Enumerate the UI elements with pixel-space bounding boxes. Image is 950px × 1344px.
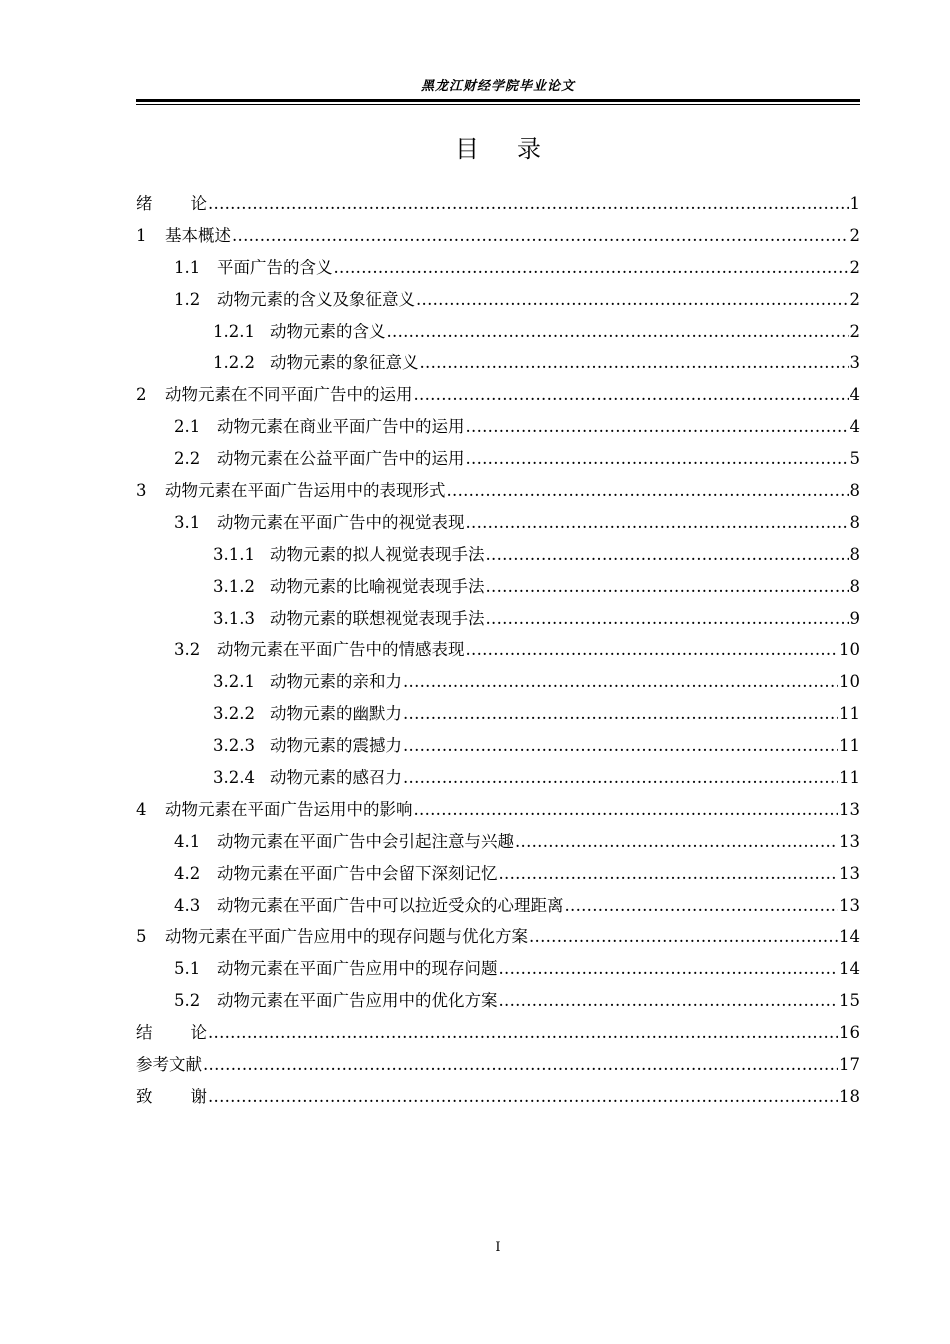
toc-entry-title: 动物元素在平面广告应用中的现存问题与优化方案 [165,927,528,947]
toc-entry-title: 动物元素在平面广告运用中的表现形式 [165,481,446,501]
toc-entry[interactable] [136,1017,860,1049]
toc-entry-number: 3.1.1 [213,544,255,564]
toc-entry[interactable] [136,188,860,220]
toc-entry[interactable] [136,1049,860,1081]
toc-entry-page: 18 [839,1086,860,1106]
toc-entry-title-char: 结 [136,1023,153,1043]
toc-dot-leader [403,698,838,730]
toc-entry[interactable] [136,284,860,316]
toc-entry[interactable] [136,571,860,603]
toc-dot-leader [565,890,839,922]
toc-entry-page: 17 [839,1055,860,1075]
toc-dot-leader [414,379,849,411]
toc-entry[interactable] [136,634,860,666]
toc-dot-leader [486,603,849,635]
toc-entry-number: 3.1.3 [213,608,255,628]
toc-entry-title: 动物元素的亲和力 [270,672,402,692]
header-rule-thick [136,99,860,102]
toc-entry-title-char: 谢 [190,1086,207,1106]
toc-dot-leader [334,252,849,284]
toc-entry-title-char: 论 [190,194,207,213]
toc-entry-title [136,1017,207,1049]
toc-entry-page: 11 [839,736,860,756]
toc-entry[interactable] [136,730,860,762]
toc-entry[interactable] [136,953,860,985]
toc-entry[interactable] [136,794,860,826]
toc-entry-number: 3.2.4 [213,768,255,788]
toc-entry-number: 1.2.1 [213,321,255,341]
toc-entry[interactable] [136,921,860,953]
toc-entry[interactable] [136,507,860,539]
toc-entry-number: 3.1.2 [213,576,255,596]
toc-entry-number: 1 [136,225,147,245]
toc-entry[interactable] [136,347,860,379]
toc-entry-number: 2 [136,385,147,405]
toc-entry-number: 3.1 [174,512,201,532]
toc-dot-leader [403,730,838,762]
toc-entry-number: 2.1 [174,417,201,437]
toc-entry-page: 13 [839,863,860,883]
toc-entry-page: 8 [849,576,860,596]
toc-entry-page: 1 [849,194,860,213]
toc-entry-title: 动物元素在商业平面广告中的运用 [217,417,465,437]
toc-title-char: 录 [517,135,541,163]
toc-title [136,131,860,167]
toc-entry-page: 8 [849,544,860,564]
toc-entry-number: 3.2.2 [213,704,255,724]
toc-entry-page: 14 [839,927,860,947]
toc-entry-page: 10 [839,640,860,660]
toc-entry[interactable] [136,858,860,890]
toc-dot-leader [486,571,849,603]
toc-entry-page: 4 [849,417,860,437]
header-rule-thin [136,104,860,105]
toc-entry-title: 动物元素的比喻视觉表现手法 [270,576,485,596]
toc-entry-page: 5 [849,449,860,469]
toc-entry-title: 动物元素在公益平面广告中的运用 [217,449,465,469]
toc-entry-page: 11 [839,768,860,788]
toc-dot-leader [499,953,839,985]
toc-entry[interactable] [136,826,860,858]
toc-entry-title: 动物元素在平面广告应用中的现存问题 [217,959,498,979]
toc-entry[interactable] [136,666,860,698]
toc-entry-page: 13 [839,831,860,851]
toc-dot-leader [208,188,849,220]
toc-entry[interactable] [136,316,860,348]
toc-entry[interactable] [136,539,860,571]
toc-entry-title: 动物元素在平面广告运用中的影响 [165,799,413,819]
toc-dot-leader [466,411,849,443]
toc-entry-title: 动物元素的含义 [270,321,386,341]
toc-entry-title: 动物元素的拟人视觉表现手法 [270,544,485,564]
toc-entry-title: 动物元素在平面广告中可以拉近受众的心理距离 [217,895,564,915]
toc-entry-page: 2 [849,321,860,341]
toc-entry-title: 动物元素在不同平面广告中的运用 [165,385,413,405]
toc-entry-number: 5.1 [174,959,201,979]
toc-entry-number: 3.2 [174,640,201,660]
toc-entry-number: 3 [136,481,147,501]
toc-entry[interactable] [136,252,860,284]
toc-title-char: 目 [455,135,479,163]
table-of-contents [136,188,860,1113]
toc-entry[interactable] [136,1081,860,1113]
toc-dot-leader [208,1081,838,1113]
document-header-title: 黑龙江财经学院毕业论文 [420,79,575,94]
toc-entry-title: 动物元素的联想视觉表现手法 [270,608,485,628]
toc-dot-leader [420,347,849,379]
toc-dot-leader [208,1017,838,1049]
toc-entry-title: 动物元素在平面广告应用中的优化方案 [217,991,498,1011]
toc-entry-page: 13 [839,895,860,915]
toc-entry-page: 2 [849,257,860,277]
toc-entry-number: 2.2 [174,449,201,469]
toc-entry-title: 动物元素在平面广告中会留下深刻记忆 [217,863,498,883]
toc-entry-page: 2 [849,225,860,245]
toc-entry-title [136,1081,207,1113]
toc-entry-title [136,188,207,220]
toc-entry-page: 8 [849,481,860,501]
toc-entry-page: 14 [839,959,860,979]
toc-dot-leader [403,666,838,698]
toc-entry-page: 15 [839,991,860,1011]
toc-dot-leader [529,921,838,953]
toc-entry-number: 1.2.2 [213,353,255,373]
toc-entry[interactable] [136,411,860,443]
toc-dot-leader [416,284,849,316]
toc-entry-title: 动物元素的象征意义 [270,353,419,373]
toc-entry-title-char: 论 [190,1023,207,1043]
toc-entry-number: 4.1 [174,831,201,851]
toc-entry-title: 参考文献 [136,1055,202,1075]
toc-entry-number: 5.2 [174,991,201,1011]
toc-entry-title: 动物元素的含义及象征意义 [217,289,415,309]
toc-entry-page: 4 [849,385,860,405]
toc-entry-title-char: 绪 [136,194,153,213]
toc-entry[interactable] [136,443,860,475]
toc-entry-number: 5 [136,927,147,947]
toc-entry-title: 动物元素的幽默力 [270,704,402,724]
toc-dot-leader [414,794,839,826]
toc-entry[interactable] [136,698,860,730]
toc-entry-page: 13 [839,799,860,819]
toc-entry-number: 1.2 [174,289,201,309]
toc-entry[interactable] [136,220,860,252]
toc-entry-number: 3.2.3 [213,736,255,756]
toc-entry-title: 动物元素在平面广告中的视觉表现 [217,512,465,532]
toc-entry-number: 4 [136,799,147,819]
toc-entry[interactable] [136,890,860,922]
toc-dot-leader [387,316,849,348]
toc-entry-page: 9 [849,608,860,628]
toc-entry-page: 16 [839,1023,860,1043]
toc-dot-leader [447,475,849,507]
toc-dot-leader [203,1049,838,1081]
toc-entry-title: 动物元素在平面广告中的情感表现 [217,640,465,660]
toc-entry-title: 基本概述 [165,225,231,245]
toc-dot-leader [466,634,839,666]
toc-entry-title: 动物元素的震撼力 [270,736,402,756]
toc-entry-page: 2 [849,289,860,309]
toc-entry-page: 11 [839,704,860,724]
page-number: I [495,1240,501,1255]
toc-entry[interactable] [136,762,860,794]
toc-entry-number: 4.3 [174,895,201,915]
toc-entry[interactable] [136,985,860,1017]
toc-entry-title: 动物元素在平面广告中会引起注意与兴趣 [217,831,514,851]
toc-entry-page: 3 [849,353,860,373]
toc-entry-number: 3.2.1 [213,672,255,692]
toc-dot-leader [499,858,839,890]
toc-dot-leader [466,507,849,539]
toc-entry-number: 4.2 [174,863,201,883]
toc-dot-leader [466,443,849,475]
toc-entry-title: 平面广告的含义 [217,257,333,277]
toc-entry[interactable] [136,475,860,507]
toc-entry-page: 10 [839,672,860,692]
toc-entry[interactable] [136,379,860,411]
toc-entry-title: 动物元素的感召力 [270,768,402,788]
toc-dot-leader [486,539,849,571]
toc-dot-leader [403,762,838,794]
toc-dot-leader [515,826,838,858]
toc-entry-page: 8 [849,512,860,532]
toc-entry-number: 1.1 [174,257,201,277]
toc-dot-leader [232,220,849,252]
toc-dot-leader [499,985,839,1017]
toc-entry[interactable] [136,603,860,635]
toc-entry-title-char: 致 [136,1086,153,1106]
